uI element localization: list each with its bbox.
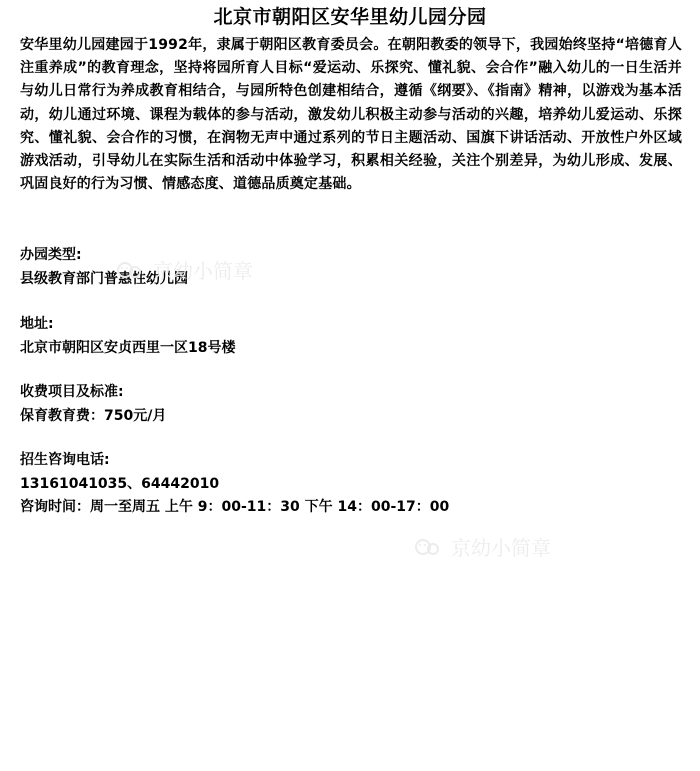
watermark: [115, 255, 253, 284]
address-value: 北京市朝阳区安贞西里一区18号楼: [20, 339, 236, 356]
fee-section: [20, 381, 680, 428]
watermark-logo-icon: [115, 260, 145, 280]
intro-line: 入幼儿的一日生活并与幼儿日常行为养成教育相结合，与园所特色创建相结合，遵循《纲: [20, 60, 682, 100]
watermark: [413, 532, 551, 561]
consult-hours: 咨询时间：周一至周五 上午 9：00-11：30 下午 14：00-17：00: [20, 499, 450, 515]
intro-line: “培德育人 注重养成”的教育理念，坚持将园所育人目标“爱运动、乐探究、懂礼貌、会合作”融: [20, 37, 682, 77]
watermark-text: 京幼小简章: [451, 536, 551, 560]
address-label: 地址:: [20, 316, 54, 332]
intro-line: 积极主动参与活动的兴趣，培养幼儿爱运动、乐探究、懂礼貌、会合作的习惯，在润物无声中: [20, 106, 682, 146]
fee-value: 保育教育费：750元/月: [20, 407, 167, 424]
phone-label: 招生咨询电话:: [20, 452, 110, 468]
intro-line: 惯、情感态度、道德品质奠定基础。: [133, 176, 361, 193]
intro-line: 和活动中体验学习，积累相关经验，关注个别差异，为幼儿形成、发展、巩固良好的行为习: [20, 153, 682, 193]
intro-line: 要》、《指南》精神，以游戏为基本活动，幼儿通过环境、课程为载体的参与活动，激发幼儿: [20, 83, 682, 123]
document-title: 北京市朝阳区安华里幼儿园分园: [213, 6, 487, 28]
contact-section: [20, 449, 680, 520]
school-type-label: 办园类型:: [20, 247, 82, 263]
watermark-text: 京幼小简章: [153, 259, 253, 283]
intro-line: 通过系列的节日主题活动、国旗下讲话活动、开放性户外区域游戏活动，引导幼儿在实际生活: [20, 129, 682, 170]
fee-label: 收费项目及标准:: [20, 384, 124, 400]
watermark-logo-icon: [413, 537, 443, 557]
address-section: [20, 313, 680, 360]
intro-line: 安华里幼儿园建园于1992年，隶属于朝阳区教育委员会。在朝阳教委的领导下，我园始终坚持: [20, 37, 616, 53]
phone-value: 13161041035、64442010: [20, 475, 220, 492]
school-type-value: 县级教育部门普惠性幼儿园: [20, 270, 188, 287]
intro-paragraph: [20, 34, 682, 196]
